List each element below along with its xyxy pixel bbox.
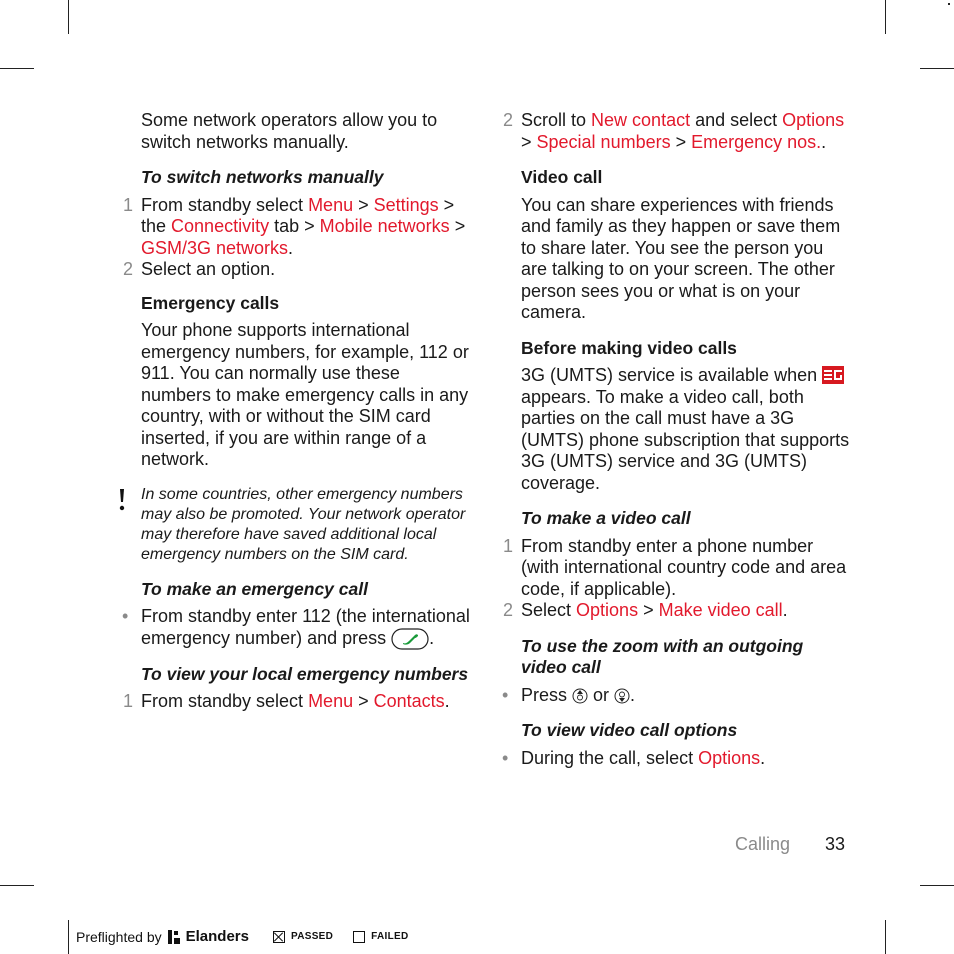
step-number: 1 <box>122 691 133 712</box>
step-text: Select <box>521 600 577 620</box>
video-call-text: You can share experiences with friends and family as they happen or save them to share later. You see the person you are talking to on your screen. The other person sees you or what is on your camera. <box>521 194 841 322</box>
list-item <box>122 606 471 650</box>
passed-checkbox <box>273 931 285 943</box>
step-text: > <box>353 194 374 215</box>
bullet: • <box>122 606 129 626</box>
step-text: > <box>670 131 692 152</box>
menu-path-link: Make video call <box>658 600 783 620</box>
step-text: > <box>353 691 374 712</box>
crop-mark <box>885 920 886 954</box>
zoom-title: To use the zoom with an outgoing video call <box>521 635 804 677</box>
emergency-call-step-end: . <box>429 627 435 648</box>
step-text: Scroll to <box>521 110 592 130</box>
page-number: 33 <box>825 834 846 854</box>
make-video-steps <box>502 535 851 622</box>
failed-label: FAILED <box>371 931 409 942</box>
view-local-emergency-title: To view your local emergency numbers <box>141 663 469 684</box>
step-text: . <box>760 747 766 768</box>
step-number: 2 <box>502 600 513 620</box>
options-step-text <box>521 748 765 768</box>
crop-mark <box>68 920 69 954</box>
menu-path-link: Settings <box>373 194 439 215</box>
passed-label: PASSED <box>290 931 334 942</box>
menu-path-link: Options <box>698 747 761 768</box>
emergency-nos-step <box>502 110 851 153</box>
crop-mark <box>0 68 34 69</box>
switch-networks-title: To switch networks manually <box>141 167 384 187</box>
numbered-step <box>122 194 471 260</box>
menu-path-link: Menu <box>308 691 354 712</box>
bullet: • <box>502 684 509 705</box>
menu-path-link: Menu <box>308 194 354 215</box>
step-text: and select <box>690 110 783 130</box>
video-call-options-title: To view video call options <box>521 720 738 740</box>
before-video-text-a: 3G (UMTS) service is available when <box>521 365 823 385</box>
step-text: . <box>821 131 827 152</box>
note-box <box>141 485 471 565</box>
bullet: • <box>502 747 509 768</box>
emergency-calls-heading: Emergency calls <box>141 292 280 313</box>
menu-path-link: Special numbers <box>536 131 671 152</box>
nav-up-icon <box>572 687 588 705</box>
before-video-heading: Before making video calls <box>521 337 737 358</box>
menu-path-link: New contact <box>591 110 691 130</box>
zoom-step-b: or <box>588 684 615 705</box>
list-item <box>502 684 851 707</box>
section-name: Calling <box>735 834 791 854</box>
step-number: 1 <box>122 194 133 215</box>
right-column <box>502 110 851 769</box>
menu-path-link: Options <box>782 110 845 130</box>
list-item <box>502 747 851 770</box>
video-call-heading: Video call <box>521 167 603 187</box>
elanders-logo-icon <box>168 930 180 944</box>
step-text: > <box>521 131 537 152</box>
preflight-stamp <box>76 928 409 945</box>
make-video-call-title: To make a video call <box>521 508 691 528</box>
emergency-calls-text: Your phone supports international emergency numbers, for example, 112 or 911. You can normally use these numbers to make emergency calls in any country, with or without the SIM card inserted, if you are within range of a network. <box>141 320 469 469</box>
step-text: . <box>288 237 294 258</box>
nav-down-icon <box>614 687 630 705</box>
call-key-icon <box>391 628 429 650</box>
before-video-text <box>521 365 851 494</box>
numbered-step <box>502 600 851 622</box>
step-text: From standby enter a phone number (with international country code and area code, if applicable). <box>521 535 847 599</box>
menu-path-link: Mobile networks <box>319 216 450 236</box>
note-text: In some countries, other emergency numbers may also be promoted. Your network operator may therefore have saved additional local emergency numbers on the SIM card. <box>141 485 466 563</box>
crop-dot <box>948 3 950 5</box>
menu-path-link: Contacts <box>373 691 445 712</box>
step-text: . <box>444 691 450 712</box>
step-number: 2 <box>122 259 133 279</box>
crop-mark <box>920 68 954 69</box>
exclamation-icon <box>117 489 127 511</box>
step-text: During the call, select <box>521 747 699 768</box>
menu-path-link: GSM/3G networks <box>141 237 289 258</box>
emergency-call-title: To make an emergency call <box>141 578 368 599</box>
menu-path-link: Emergency nos. <box>691 131 822 152</box>
3g-badge-icon <box>822 366 844 384</box>
step-text: Select an option. <box>141 259 276 279</box>
crop-mark <box>920 885 954 886</box>
step-text: > <box>449 216 466 236</box>
menu-path-link: Connectivity <box>171 216 270 236</box>
step-text: tab > <box>269 216 320 236</box>
step-text: > <box>638 600 659 620</box>
emergency-call-step-text: From standby enter 112 (the international emergency number) and press <box>141 606 470 648</box>
step-text: . <box>782 600 788 620</box>
switch-networks-steps <box>122 194 471 281</box>
preflight-prefix: Preflighted by <box>76 928 162 945</box>
numbered-step <box>502 535 851 601</box>
failed-checkbox <box>353 931 365 943</box>
step-number: 2 <box>502 110 513 130</box>
crop-mark <box>885 0 886 34</box>
menu-path-link: Options <box>576 600 639 620</box>
elanders-brand: Elanders <box>185 928 249 945</box>
zoom-step-a: Press <box>521 684 573 705</box>
view-local-steps <box>122 691 471 713</box>
zoom-step-c: . <box>630 684 636 705</box>
step-text: From standby select <box>141 691 309 712</box>
before-video-text-b: appears. To make a video call, both parties on the call must have a 3G (UMTS) phone subscription that supports 3G (UMTS) service and 3G (UMTS) coverage. <box>521 386 850 493</box>
intro-paragraph: Some network operators allow you to switch networks manually. <box>141 110 438 152</box>
numbered-step <box>122 259 471 281</box>
left-column <box>122 110 471 713</box>
crop-mark <box>68 0 69 34</box>
step-number: 1 <box>502 535 513 556</box>
numbered-step <box>502 110 851 153</box>
step-text: > the <box>141 194 455 236</box>
step-text: From standby select <box>141 194 309 215</box>
numbered-step <box>122 691 471 713</box>
crop-mark <box>0 885 34 886</box>
